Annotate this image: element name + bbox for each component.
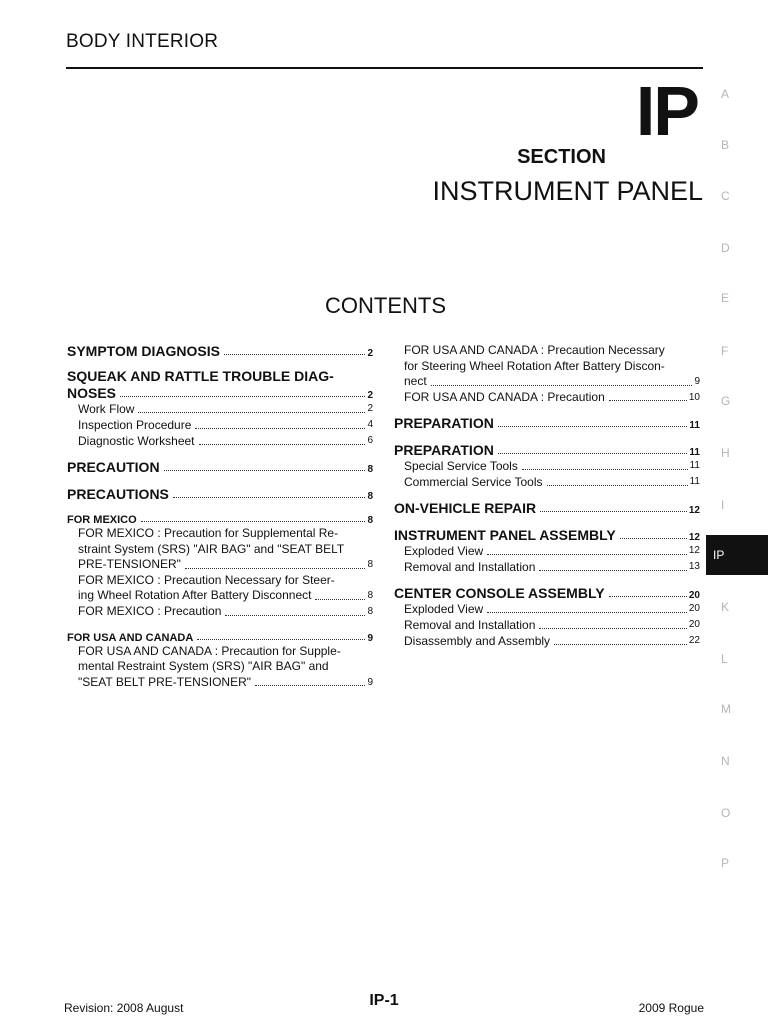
toc-entry-usa-srs[interactable]: FOR USA AND CANADA : Precaution for Supple- mental Restraint System (SRS) "AIR BAG" and "SEAT BELT PRE-TENSIONER" 9 — [78, 643, 373, 689]
toc-entry-diagnostic-worksheet[interactable]: Diagnostic Worksheet 6 — [78, 434, 373, 448]
toc-entry-precautions[interactable]: PRECAUTIONS 8 — [67, 486, 373, 502]
toc-entry-mexico-steering[interactable]: FOR MEXICO : Precaution Necessary for Steer- ing Wheel Rotation After Battery Disconnect 8 — [78, 572, 373, 603]
section-tab-d[interactable]: D — [721, 241, 730, 255]
toc-entry-squeak-rattle[interactable]: SQUEAK AND RATTLE TROUBLE DIAG- NOSES 2 — [67, 368, 373, 401]
section-tab-o[interactable]: O — [721, 806, 731, 820]
section-tab-p[interactable]: P — [721, 856, 730, 870]
footer-revision: Revision: 2008 August — [64, 1001, 184, 1015]
section-tab-a[interactable]: A — [721, 87, 730, 101]
section-tab-n[interactable]: N — [721, 754, 730, 768]
section-tab-i[interactable]: I — [721, 498, 725, 512]
section-tab-l[interactable]: L — [721, 652, 728, 666]
section-tab-ip-active[interactable]: IP — [706, 535, 768, 575]
toc-entry-special-service-tools[interactable]: Special Service Tools 11 — [404, 459, 700, 474]
section-tab-e[interactable]: E — [721, 291, 730, 305]
section-tab-h[interactable]: H — [721, 446, 730, 460]
footer-page-id: IP-1 — [369, 992, 399, 1009]
toc-entry-mexico-srs[interactable]: FOR MEXICO : Precaution for Supplemental Re- straint System (SRS) "AIR BAG" and "SEAT BELT PRE-TENSIONER" 8 — [78, 526, 373, 572]
footer-model: 2009 Rogue — [638, 1001, 704, 1015]
toc-entry-for-usa-canada[interactable]: FOR USA AND CANADA 9 — [67, 631, 373, 644]
header-divider — [66, 67, 703, 69]
section-tab-c[interactable]: C — [721, 189, 730, 203]
toc-entry-instrument-panel-assembly[interactable]: INSTRUMENT PANEL ASSEMBLY 12 — [394, 527, 700, 544]
toc-right-column — [394, 343, 700, 649]
toc-entry-precaution[interactable]: PRECAUTION 8 — [67, 459, 373, 475]
toc-left-column — [67, 343, 373, 690]
section-label: SECTION — [517, 146, 606, 168]
document-category: BODY INTERIOR — [66, 31, 219, 52]
contents-heading: CONTENTS — [325, 293, 446, 318]
toc-entry-work-flow[interactable]: Work Flow 2 — [78, 402, 373, 416]
section-code: IP — [635, 72, 698, 150]
toc-entry-cc-disassembly-assembly[interactable]: Disassembly and Assembly 22 — [404, 634, 700, 649]
toc-entry-symptom-diagnosis[interactable]: SYMPTOM DIAGNOSIS 2 — [67, 343, 373, 359]
section-tab-b[interactable]: B — [721, 138, 730, 152]
toc-entry-ip-removal-installation[interactable]: Removal and Installation 13 — [404, 560, 700, 575]
toc-entry-cc-exploded-view[interactable]: Exploded View 20 — [404, 602, 700, 617]
toc-entry-commercial-service-tools[interactable]: Commercial Service Tools 11 — [404, 475, 700, 490]
toc-entry-usa-steering[interactable]: FOR USA AND CANADA : Precaution Necessary for Steering Wheel Rotation After Battery Discon- nect 9 — [404, 343, 700, 389]
toc-entry-ip-exploded-view[interactable]: Exploded View 12 — [404, 544, 700, 559]
section-tab-m[interactable]: M — [721, 702, 731, 716]
toc-entry-for-mexico[interactable]: FOR MEXICO 8 — [67, 514, 373, 526]
section-title: INSTRUMENT PANEL — [432, 176, 703, 206]
toc-entry-center-console-assembly[interactable]: CENTER CONSOLE ASSEMBLY 20 — [394, 585, 700, 602]
toc-entry-mexico-precaution[interactable]: FOR MEXICO : Precaution 8 — [78, 603, 373, 618]
toc-entry-preparation-section[interactable]: PREPARATION 11 — [394, 442, 700, 459]
toc-entry-usa-precaution[interactable]: FOR USA AND CANADA : Precaution 10 — [404, 389, 700, 404]
section-tab-f[interactable]: F — [721, 344, 729, 358]
toc-entry-inspection-procedure[interactable]: Inspection Procedure 4 — [78, 418, 373, 432]
toc-entry-cc-removal-installation[interactable]: Removal and Installation 20 — [404, 618, 700, 633]
toc-entry-on-vehicle-repair[interactable]: ON-VEHICLE REPAIR 12 — [394, 500, 700, 517]
section-tab-k[interactable]: K — [721, 600, 730, 614]
section-tab-g[interactable]: G — [721, 394, 731, 408]
toc-entry-preparation-chapter[interactable]: PREPARATION 11 — [394, 415, 700, 432]
